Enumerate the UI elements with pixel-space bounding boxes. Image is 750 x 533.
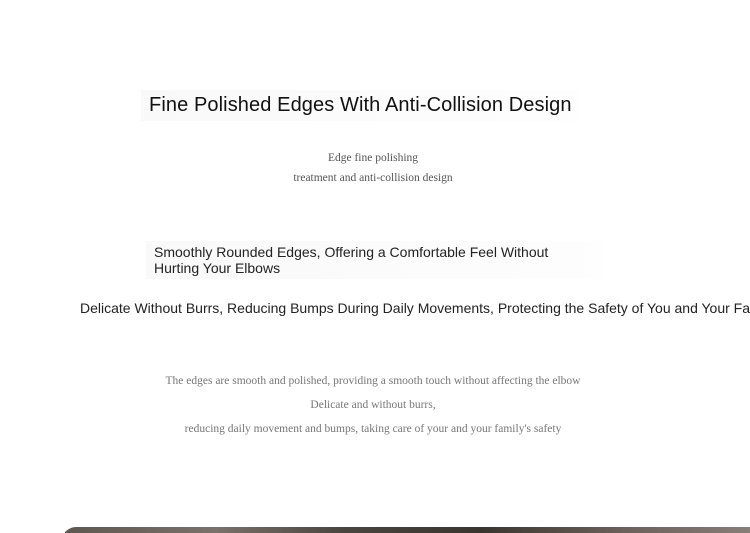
- feature-callout-line: Hurting Your Elbows: [154, 260, 281, 276]
- subtitle-line: treatment and anti-collision design: [293, 172, 453, 184]
- page-title: Fine Polished Edges With Anti-Collision Design: [141, 90, 580, 121]
- feature-callout: [146, 241, 602, 279]
- description-line: reducing daily movement and bumps, taking care of your and your family's safety: [184, 423, 562, 435]
- description-line: The edges are smooth and polished, providing a smooth touch without affecting the elbow: [165, 375, 581, 387]
- product-photo: [62, 527, 750, 533]
- feature-headline: Delicate Without Burrs, Reducing Bumps During Daily Movements, Protecting the Safety of You and Your Fa: [80, 300, 750, 316]
- feature-callout-line: Smoothly Rounded Edges, Offering a Comfortable Feel Without: [154, 244, 549, 260]
- description-line: Delicate and without burrs,: [310, 399, 436, 411]
- subtitle-line: Edge fine polishing: [327, 152, 419, 164]
